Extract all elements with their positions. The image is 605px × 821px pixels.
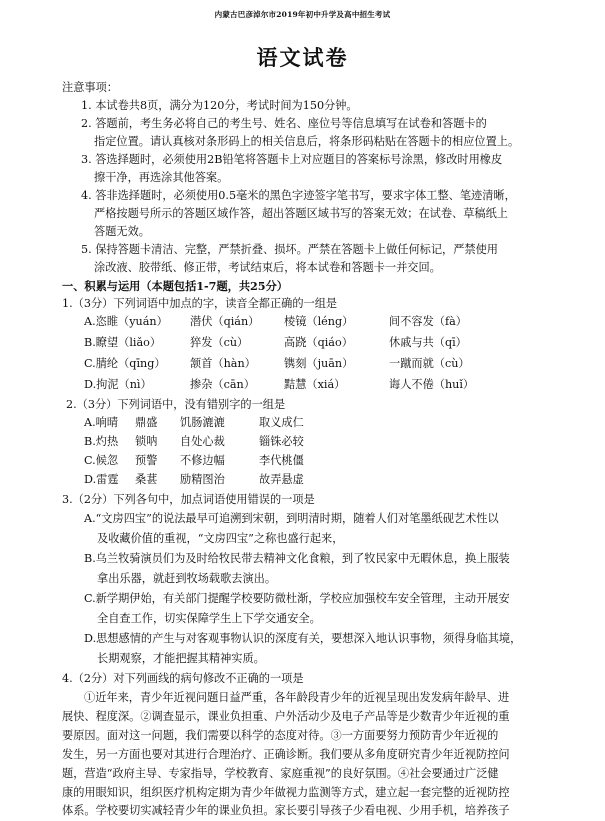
section-heading: 一、积累与运用（本题包括1-7题，共25分） xyxy=(62,279,288,293)
q3-line: 拿出乐器，就赶到牧场载歌去演出。 xyxy=(97,572,277,585)
q1-option-c-word4: 一蹴而就（cù） xyxy=(389,357,470,370)
exam-subtitle: 语文试卷 xyxy=(256,45,349,70)
notice-line: 5. 保持答题卡清洁、完整，严禁折叠、损坏。严禁在答题卡上做任何标记，严禁使用 xyxy=(81,243,498,256)
q3-line: 及收藏价值的重视，“文房四宝”之称也盛行起来， xyxy=(97,532,344,545)
notice-heading: 注意事项： xyxy=(62,81,118,94)
q2-option-c-word2: 预警 xyxy=(135,454,158,467)
q1-option-c-word1: C.腈纶（qīng） xyxy=(84,357,166,370)
q2-option-d-word2: 桑葚 xyxy=(135,473,158,486)
q3-line: B.乌兰牧骑演员们为及时给牧民带去精神文化食粮，到了牧民家中无暇休息，换上服装 xyxy=(84,552,510,565)
q3-line: 长期观察，才能把握其精神实质。 xyxy=(97,652,265,665)
q2-option-b-word4: 锱铢必较 xyxy=(259,435,304,448)
notice-line: 4. 答非选择题时，必须使用0.5毫米的黑色字迹签字笔书写，要求字体工整、笔迹清晰， xyxy=(81,189,516,202)
q2-option-d-word1: D.雷霆 xyxy=(84,473,119,486)
q1-option-b-word2: 猝发（cù） xyxy=(190,336,249,349)
q2-option-a-word4: 取义成仁 xyxy=(259,416,304,429)
q2-option-a-word1: A.响晴 xyxy=(84,416,119,429)
notice-line: 答题无效。 xyxy=(94,225,150,238)
notice-line: 擦干净，再选涂其他答案。 xyxy=(94,171,229,184)
q1-option-b-word1: B.瞭望（liǎo） xyxy=(84,336,162,349)
q1-option-d-word4: 诲人不倦（huǐ） xyxy=(389,378,475,391)
notice-line: 2. 答题前，考生务必将自己的考生号、姓名、座位号等信息填写在试卷和答题卡的 xyxy=(81,117,487,130)
q4-passage-line: ①近年来，青少年近视问题日益严重，各年龄段青少年的近视呈现出发发病年龄早、进 xyxy=(84,691,510,704)
q2-option-c-word3: 不修边幅 xyxy=(180,454,225,467)
q3-line: D.思想感情的产生与对客观事物认识的深度有关，要想深入地认识事物，须得身临其境， xyxy=(84,632,522,645)
q1-option-d-word3: 黠慧（xiá） xyxy=(284,378,346,391)
q1-option-d-word2: 掺杂（cān） xyxy=(190,378,255,391)
q4-passage-line: 要原因。面对这一问题，我们需要以科学的态度对待。③一方面要努力预防青少年近视的 xyxy=(62,729,499,742)
q1-option-a-word1: A.恣睢（yuán） xyxy=(84,315,168,328)
q2-option-b-word1: B.灼热 xyxy=(84,435,119,448)
notice-line: 涂改液、胶带纸、修正带，考试结束后，将本试卷和答题卡一并交回。 xyxy=(94,261,441,274)
q3-line: 全自查工作，切实保障学生上下学交通安全。 xyxy=(97,612,321,625)
q1-option-b-word4: 休戚与共（qī） xyxy=(389,336,467,349)
q3-line: A.“文房四宝”的说法最早可追溯到宋朝，到明清时期，随着人们对笔墨纸砚艺术性以 xyxy=(84,512,499,525)
q1-option-b-word3: 高跷（qiáo） xyxy=(284,336,353,349)
q2-option-b-word2: 锁呐 xyxy=(135,435,158,448)
notice-line: 指定位置。请认真核对条形码上的相关信息后，将条形码粘贴在答题卡的相应位置上。 xyxy=(94,135,520,148)
q1-option-c-word2: 颔首（hàn） xyxy=(190,357,256,370)
notice-line: 1. 本试卷共8页，满分为120分，考试时间为150分钟。 xyxy=(81,99,358,112)
q2-option-d-word4: 故弄悬虚 xyxy=(259,473,304,486)
q4-passage-line: 体系。学校要切实减轻青少年的课业负担。家长要引导孩子少看电视、少用手机，培养孩子 xyxy=(62,804,510,817)
q4-passage-line: 展快、程度深。②调查显示，课业负担重、户外活动少及电子产品等是少数青少年近视的重 xyxy=(62,710,510,723)
q1-option-d-word1: D.拘泥（nì） xyxy=(84,378,152,391)
question-3-stem: 3.（2分）下列各句中，加点词语使用错误的一项是 xyxy=(62,493,315,506)
notice-line: 3. 答选择题时，必须使用2B铅笔将答题卡上对应题目的答案标号涂黑，修改时用橡皮 xyxy=(81,153,503,166)
exam-title: 内蒙古巴彦淖尔市2019年初中升学及高中招生考试 xyxy=(214,10,391,19)
q1-option-c-word3: 镌刻（juān） xyxy=(284,357,354,370)
question-1-stem: 1.（3分）下列词语中加点的字，读音全都正确的一组是 xyxy=(62,297,338,310)
notice-line: 严格按题号所示的答题区域作答，超出答题区域书写的答案无效；在试卷、草稿纸上 xyxy=(94,207,508,220)
q2-option-c-word4: 李代桃僵 xyxy=(259,454,304,467)
q2-option-a-word3: 饥肠漉漉 xyxy=(180,416,225,429)
question-4-stem: 4.（2分）对下列画线的病句修改不正确的一项是 xyxy=(62,672,304,685)
q4-passage-line: 题，营造“政府主导、专家指导，学校教育、家庭重视”的良好氛围。④社会要通过广泛健 xyxy=(62,767,499,780)
q1-option-a-word3: 棱镜（léng） xyxy=(284,315,354,328)
q2-option-c-word1: C.候忽 xyxy=(84,454,119,467)
question-2-stem: 2.（3分）下列词语中，没有错别字的一组是 xyxy=(66,398,286,411)
q4-passage-line: 发生，另一方面也要对其进行合理治疗、正确诊断。我们要从多角度研究青少年近视防控问 xyxy=(62,748,510,761)
q3-line: C.新学期伊始，有关部门提醒学校要防微杜渐，学校应加强校车安全管理，主动开展安 xyxy=(84,592,510,605)
q2-option-a-word2: 鼎盛 xyxy=(135,416,158,429)
q1-option-a-word2: 潜伏（qián） xyxy=(190,315,260,328)
q2-option-d-word3: 励精图治 xyxy=(180,473,225,486)
q2-option-b-word3: 自处心裁 xyxy=(180,435,225,448)
q4-passage-line: 康的用眼知识，组织医疗机构定期为青少年做视力监测等方式，建立起一套完整的近视防控 xyxy=(62,786,510,799)
q1-option-a-word4: 间不容发（fà） xyxy=(389,315,467,328)
